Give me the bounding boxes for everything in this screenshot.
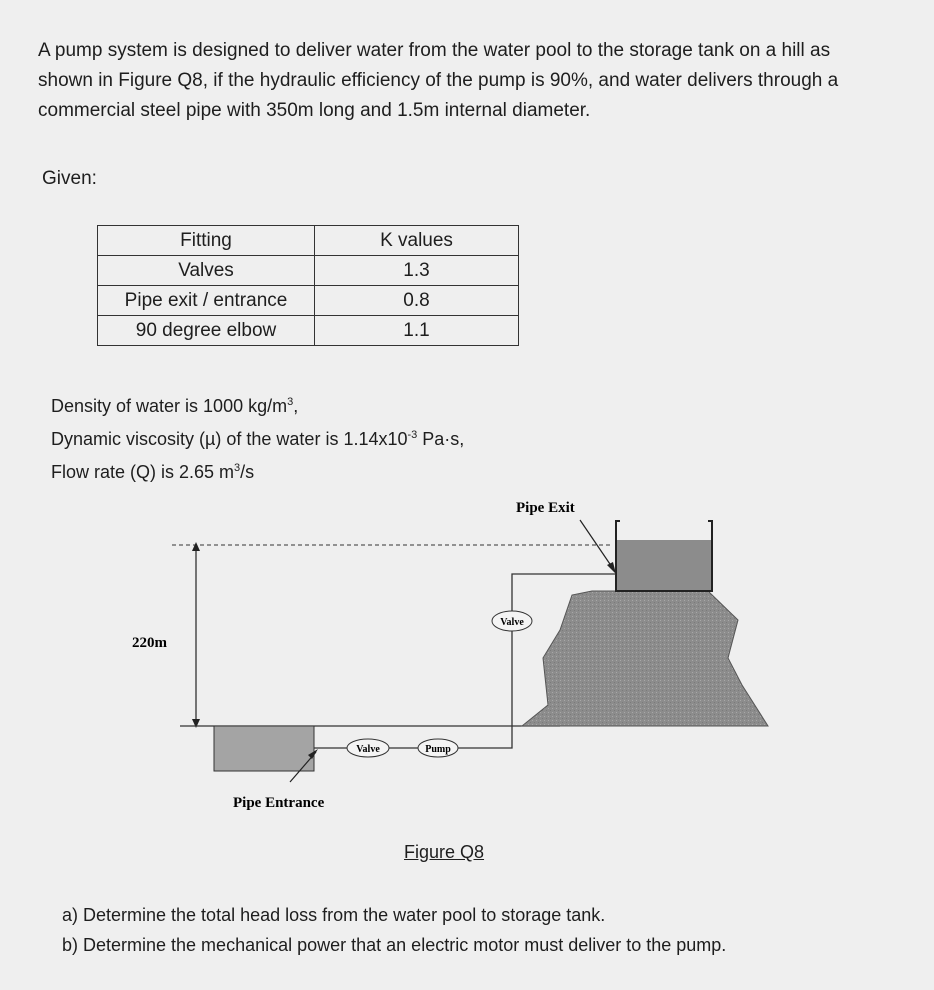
given-label: Given: [42,168,97,189]
table-cell-k-value: 1.3 [315,256,519,286]
table-row [98,316,519,346]
height-label: 220m [132,635,167,651]
k-values-table [97,225,519,346]
table-cell-fitting: Pipe exit / entrance [98,286,315,316]
viscosity-line: Dynamic viscosity (µ) of the water is $1.14x10^{-3}$ Pa·s, [51,429,465,449]
pipe-entrance-label: Pipe Entrance [233,795,325,811]
table-header-k-values: K values [315,226,519,256]
question-a: a) Determine the total head loss from the water pool to storage tank. [62,905,606,925]
hill [522,591,768,726]
table-header-row [98,226,519,256]
lower-valve-label: Valve [356,744,380,755]
pump-label: Pump [425,744,451,755]
question-b: b) Determine the mechanical power that an electric motor must deliver to the pump. [62,935,727,955]
table-cell-fitting: 90 degree elbow [98,316,315,346]
upper-valve-label: Valve [500,617,524,628]
storage-tank [616,540,712,591]
table-cell-fitting: Valves [98,256,315,286]
density-line: Density of water is 1000 $kg/m^3$, [51,396,299,416]
pipe-exit-label: Pipe Exit [516,500,575,516]
figure-q8-diagram [0,480,934,850]
table-cell-k-value: 1.1 [315,316,519,346]
table-header-fitting: Fitting [98,226,315,256]
dimension-arrow-down-icon [192,719,200,728]
table-cell-k-value: 0.8 [315,286,519,316]
problem-statement: A pump system is designed to deliver water from the water pool to the storage tank on a hill as shown in Figure Q8, if the hydraulic efficiency of the pump is 90%, and water delivers through a commercial steel pipe with 350m long and 1.5m internal diameter. [38,40,839,121]
figure-caption: Figure Q8 [404,842,485,862]
questions [62,900,726,960]
flow-rate-line: Flow rate (Q) is 2.65 $m^3/s$ [51,462,255,482]
table-row [98,286,519,316]
pipe-exit-arrow-icon [607,562,616,574]
table-row [98,256,519,286]
dimension-arrow-up-icon [192,542,200,551]
water-pool [214,726,314,771]
fluid-properties [51,388,464,487]
